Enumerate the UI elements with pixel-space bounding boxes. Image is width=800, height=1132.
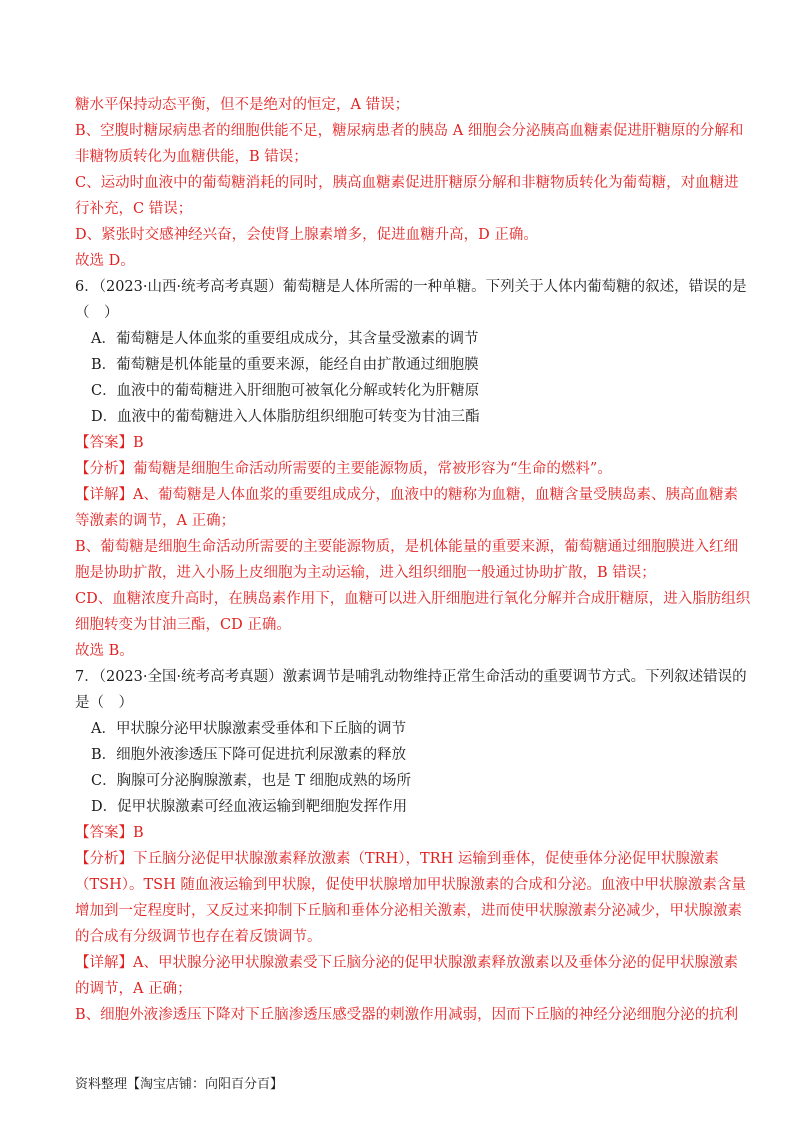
- question-6: [75, 274, 751, 664]
- answer: 【答案】B: [75, 825, 144, 841]
- prev-explanation: [75, 92, 744, 274]
- analysis-line: 【分析】下丘脑分泌促甲状腺激素释放激素（TRH），TRH 运输到垂体，促使垂体分泌促甲状腺激素: [75, 851, 719, 867]
- analysis-line: （TSH）。TSH 随血液运输到甲状腺，促使甲状腺增加甲状腺激素的合成和分泌。血液中甲状腺激素含量: [75, 877, 746, 893]
- detail-line: 【详解】A、葡萄糖是人体血浆的重要组成成分，血液中的糖称为血糖，血糖含量受胰岛素、胰高血糖素: [75, 487, 738, 503]
- detail-line: CD、血糖浓度升高时，在胰岛素作用下，血糖可以进入肝细胞进行氧化分解并合成肝糖原，进入脂肪组织: [75, 591, 751, 607]
- analysis-line: 的合成有分级调节也存在着反馈调节。: [75, 929, 322, 945]
- option-d: D．血液中的葡萄糖进入人体脂肪组织细胞可转变为甘油三酯: [91, 409, 480, 425]
- text-line: 糖水平保持动态平衡，但不是绝对的恒定，A 错误；: [75, 97, 410, 113]
- option-b: B．细胞外液渗透压下降可促进抗利尿激素的释放: [91, 747, 407, 763]
- detail-line: 的调节，A 正确；: [75, 981, 192, 997]
- option-b: B．葡萄糖是机体能量的重要来源，能经自由扩散通过细胞膜: [91, 357, 479, 373]
- text-line: 非糖物质转化为血糖供能，B 错误；: [75, 149, 308, 165]
- option-a: A．葡萄糖是人体血浆的重要组成成分，其含量受激素的调节: [91, 331, 479, 347]
- text-line: B、空腹时糖尿病患者的细胞供能不足，糖尿病患者的胰岛 A 细胞会分泌胰高血糖素促进肝糖原的分解和: [75, 123, 744, 139]
- detail-line: 【详解】A、甲状腺分泌甲状腺激素受下丘脑分泌的促甲状腺激素释放激素以及垂体分泌的促甲状腺激素: [75, 955, 738, 971]
- detail-line: 故选 B。: [75, 643, 134, 659]
- analysis-line: 增加到一定程度时，又反过来抑制下丘脑和垂体分泌相关激素，进而使甲状腺激素分泌减少，甲状腺激素: [75, 903, 742, 919]
- option-a: A．甲状腺分泌甲状腺激素受垂体和下丘脑的调节: [91, 721, 406, 737]
- analysis: 【分析】葡萄糖是细胞生命活动所需要的主要能源物质，常被形容为“生命的燃料”。: [75, 461, 612, 477]
- text-line: C、运动时血液中的葡萄糖消耗的同时，胰高血糖素促进肝糖原分解和非糖物质转化为葡萄糖，对血糖进: [75, 175, 739, 191]
- detail-line: 等激素的调节，A 正确；: [75, 513, 236, 529]
- page-footer: 资料整理【淘宝店铺：向阳百分百】: [75, 1077, 284, 1092]
- answer: 【答案】B: [75, 435, 144, 451]
- question-stem: 是（ ）: [75, 695, 133, 711]
- question-stem: 6．（2023·山西·统考高考真题）葡萄糖是人体所需的一种单糖。下列关于人体内葡萄糖的叙述，错误的是: [75, 279, 747, 295]
- option-d: D．促甲状腺激素可经血液运输到靶细胞发挥作用: [91, 799, 408, 815]
- detail-line: 细胞转变为甘油三酯，CD 正确。: [75, 617, 291, 633]
- question-stem: （ ）: [75, 305, 119, 321]
- question-7: [75, 664, 747, 1028]
- question-stem: 7．（2023·全国·统考高考真题）激素调节是哺乳动物维持正常生命活动的重要调节方式。下列叙述错误的: [75, 669, 747, 685]
- text-line: 行补充，C 错误；: [75, 201, 193, 217]
- text-line: D、紧张时交感神经兴奋，会使肾上腺素增多，促进血糖升高，D 正确。: [75, 227, 538, 243]
- detail-line: 胞是协助扩散，进入小肠上皮细胞为主动运输，进入组织细胞一般通过协助扩散，B 错误；: [75, 565, 656, 581]
- option-c: C．胸腺可分泌胸腺激素，也是 T 细胞成熟的场所: [91, 773, 411, 789]
- text-line: 故选 D。: [75, 253, 135, 269]
- detail-line: B、葡萄糖是细胞生命活动所需要的主要能源物质，是机体能量的重要来源，葡萄糖通过细胞膜进入红细: [75, 539, 739, 555]
- detail-line: B、细胞外液渗透压下降对下丘脑渗透压感受器的刺激作用减弱，因而下丘脑的神经分泌细胞分泌的抗利: [75, 1007, 739, 1023]
- document-body: [75, 92, 751, 1028]
- option-c: C．血液中的葡萄糖进入肝细胞可被氧化分解或转化为肝糖原: [91, 383, 480, 399]
